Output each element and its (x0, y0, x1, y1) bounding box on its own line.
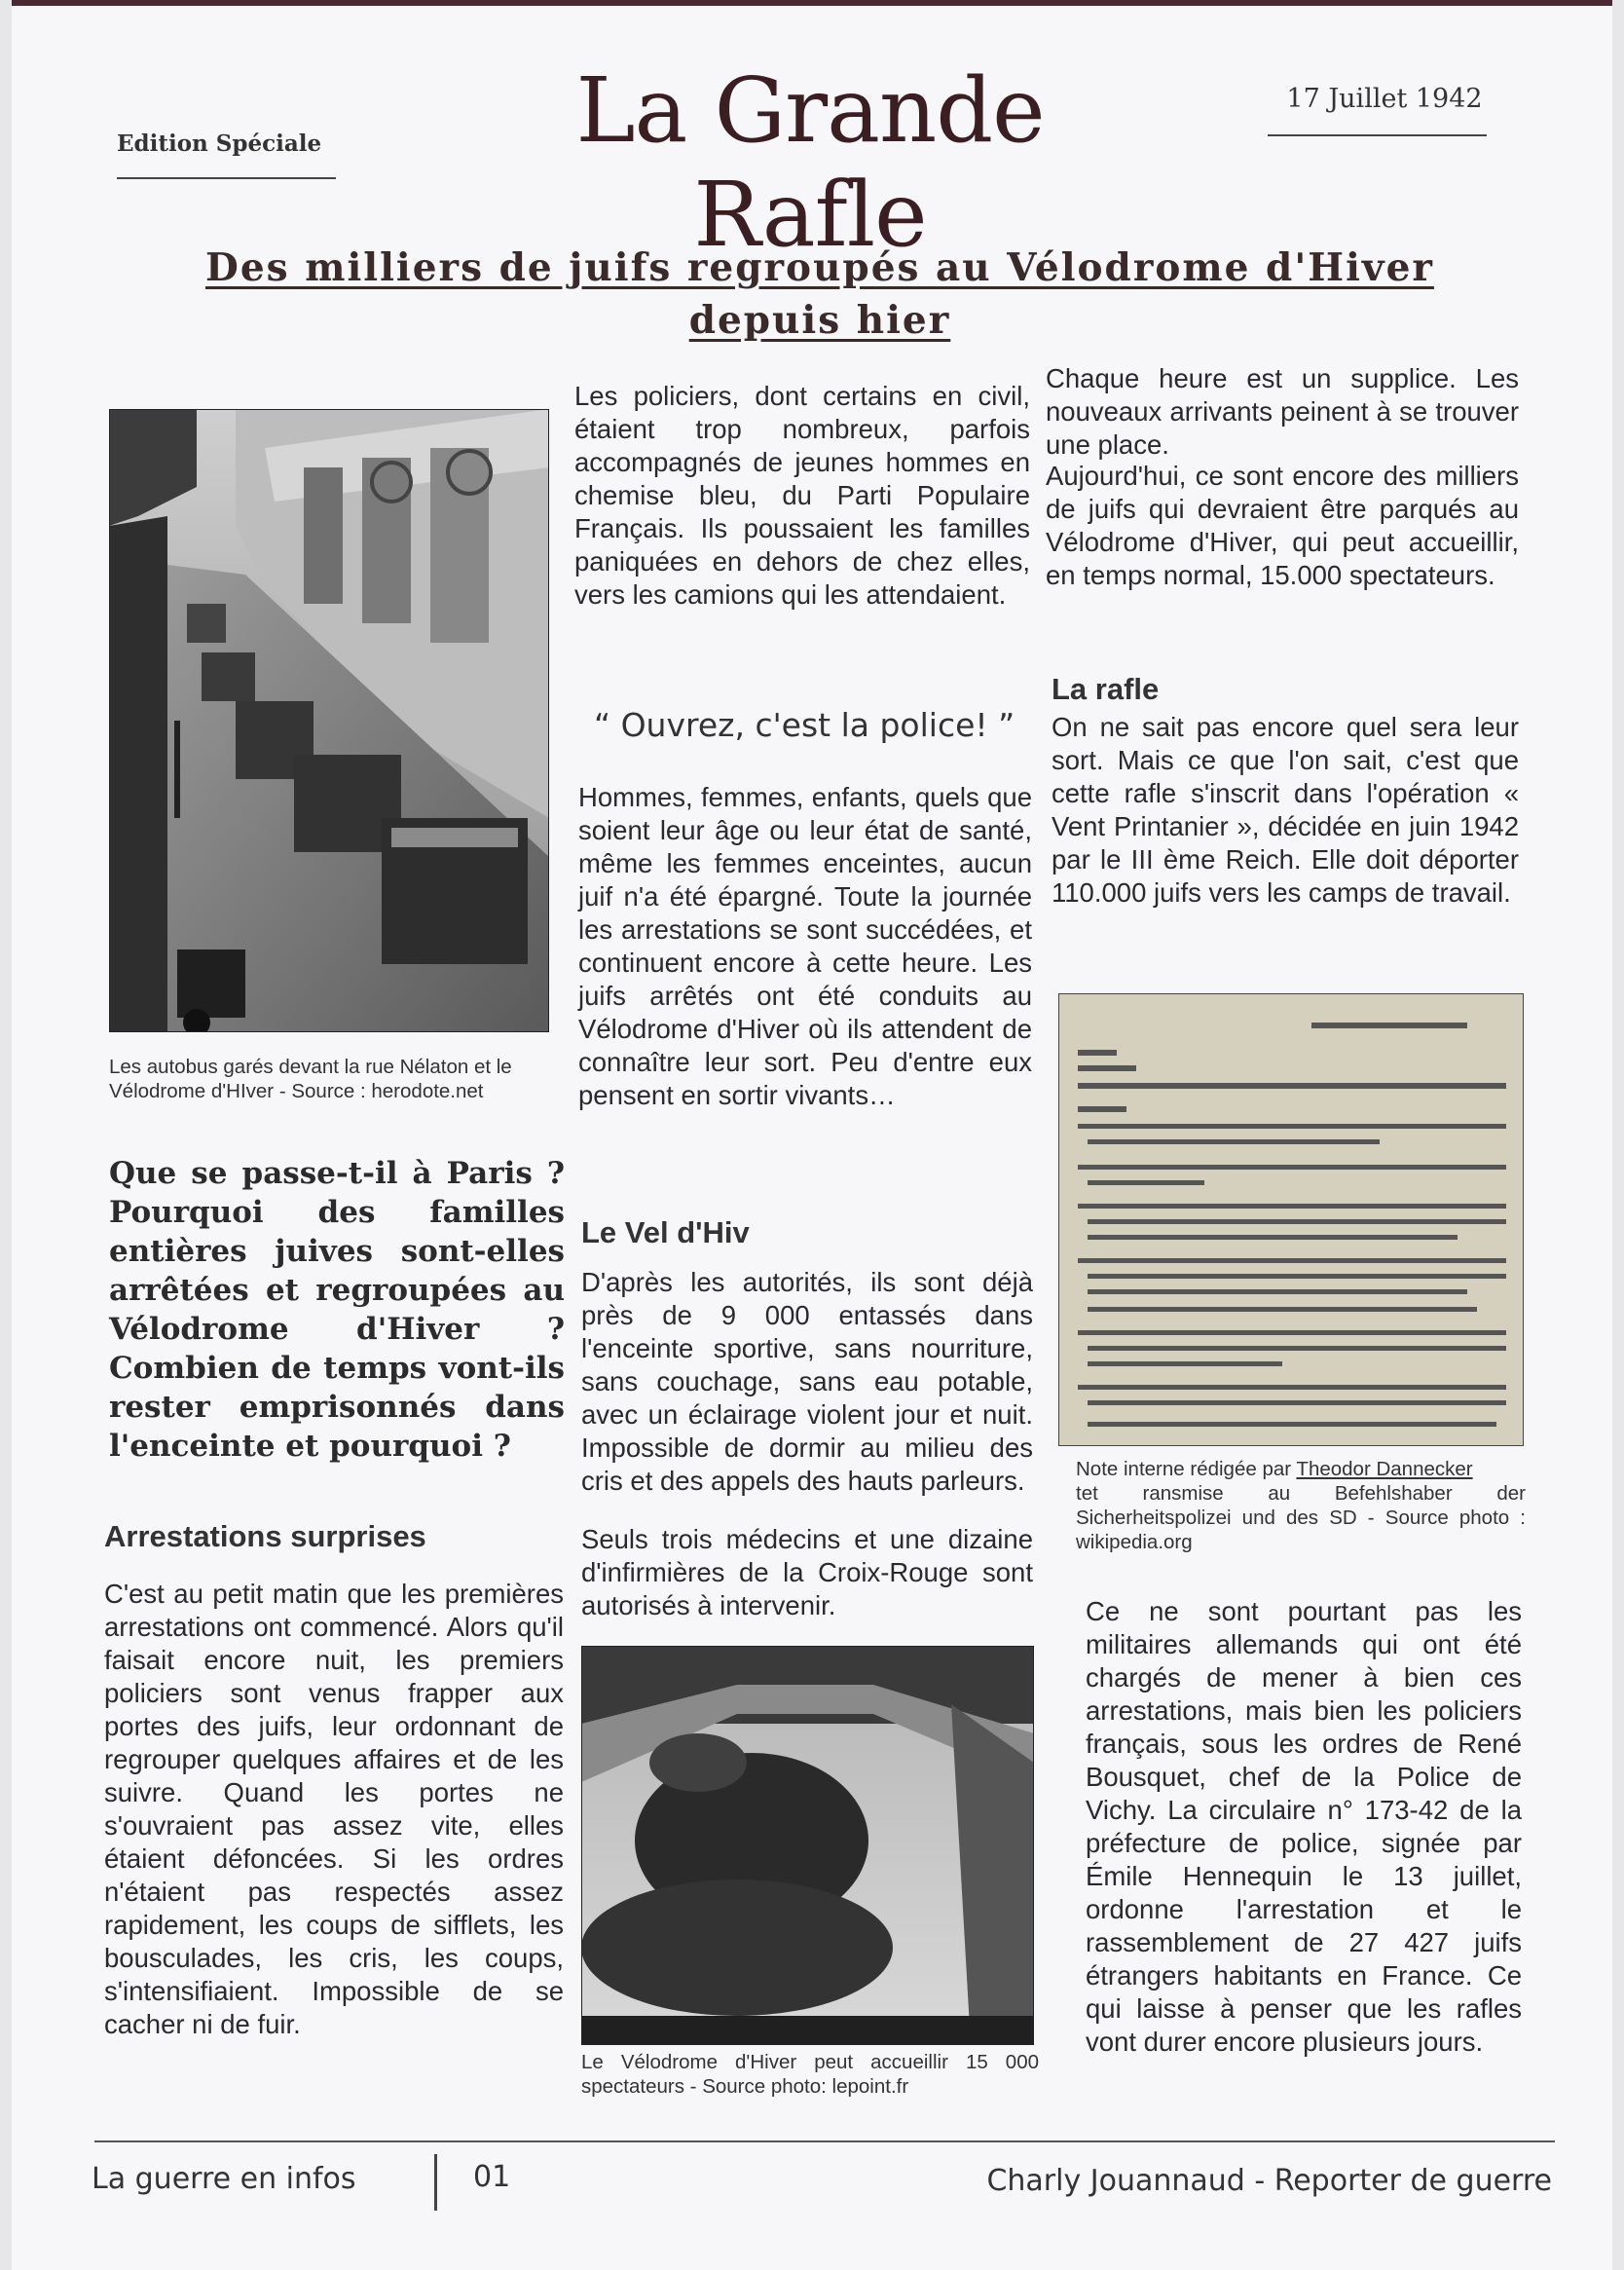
intro-paragraph: Les policiers, dont certains en civil, étaient trop nombreux, parfois accompagnés de jeunes hommes en chemise bleu, du Parti Populaire Français. Ils poussaient les familles paniquées en dehors de chez elles, vers les camions qui les attendaient. (574, 381, 1030, 610)
section-title-rafle: La rafle (1052, 672, 1160, 706)
theodor-dannecker-link[interactable]: Theodor Dannecker (1296, 1458, 1473, 1480)
newspaper-page (12, 0, 1612, 2270)
bus-street-photo (109, 409, 549, 1032)
internal-note-document (1058, 993, 1524, 1446)
victims-paragraph: Hommes, femmes, enfants, quels que soient leur âge ou leur état de santé, même les femmes enceintes, aucun juif n'a été épargné. Toute la journée les arrestations se sont succédées, et continuent encore à cette heure. Les juifs arrêtés ont été conduits au Vélodrome d'Hiver où ils attendent de connaître leur sort. Peu d'entre eux pensent en sortir vivants… (578, 782, 1032, 1110)
lead-question: Que se passe-t-il à Paris ? Pourquoi des familles entières juives sont-elles arrêtées et regroupées au Vélodrome d'Hiver ? Combien de temps vont-ils rester emprisonnés dans l'enceinte et pourquoi ? (109, 1156, 565, 1464)
page-number: 01 (473, 2160, 511, 2194)
footer-rule (94, 2140, 1555, 2142)
footer-separator (434, 2154, 437, 2211)
section-title-arrestations: Arrestations surprises (104, 1519, 426, 1553)
newspaper-title: La Grande Rafle (575, 58, 1045, 267)
edition-rule (117, 177, 336, 179)
note-caption (1076, 1457, 1526, 1554)
column3-intro: Chaque heure est un supplice. Les nouveaux arrivants peinent à se trouver une place. (1046, 363, 1519, 460)
footer-publication: La guerre en infos (92, 2162, 356, 2196)
section-title-velhiv: Le Vel d'Hiv (581, 1215, 750, 1249)
closing-paragraph: Ce ne sont pourtant pas les militaires allemands qui ont été chargés de mener à bien ces arrestations, mais bien les policiers français, sous les ordres de René Bousquet, chef de la Police de Vichy. La circulaire n° 173-42 de la préfecture de police, signée par Émile Hennequin le 13 juillet, ordonne l'arrestation et le rassemblement de 27 427 juifs étrangers habitants en France. Ce qui laisse à penser que les rafles vont durer encore plusieurs jours. (1086, 1596, 1522, 2057)
velodrome-photo-caption: Le Vélodrome d'Hiver peut accueillir 15 000 spectateurs - Source photo: lepoint.fr (581, 2051, 1039, 2098)
section-text-rafle: On ne sait pas encore quel sera leur sort. Mais ce que l'on sait, c'est que cette rafle s'inscrit dans l'opération « Vent Printanier », décidée en juin 1942 par le III ème Reich. Elle doit déporter 110.000 juifs vers les camps de travail. (1052, 712, 1519, 908)
note-caption-prefix: Note interne rédigée par (1076, 1458, 1297, 1480)
edition-label: Edition Spéciale (117, 130, 322, 157)
top-border (12, 0, 1612, 6)
issue-date: 17 Juillet 1942 (1286, 84, 1483, 114)
bus-photo-caption: Les autobus garés devant la rue Nélaton et le Vélodrome d'HIver - Source : herodote.net (109, 1056, 512, 1102)
column3-intro-2: Aujourd'hui, ce sont encore des milliers de juifs qui devraient être parqués au Vélodrome d'Hiver, qui peut accueillir, en temps normal, 15.000 spectateurs. (1046, 461, 1519, 590)
velodrome-photo (581, 1646, 1034, 2045)
police-quote: “ Ouvrez, c'est la police! ” (594, 706, 1015, 744)
section-text-arrestations: C'est au petit matin que les premières arrestations ont commencé. Alors qu'il faisait encore nuit, les premiers policiers sont venus frapper aux portes des juifs, leur ordonnant de regrouper quelques affaires et de les suivre. Quand les portes ne s'ouvraient pas assez vite, elles étaient défoncées. Si les ordres n'étaient pas respectés assez rapidement, les coups de sifflets, les bousculades, les cris, les coups, s'intensifiaient. Impossible de se cacher ni de fuir. (104, 1579, 564, 2039)
medical-paragraph: Seuls trois médecins et une dizaine d'infirmières de la Croix-Rouge sont autorisés à intervenir. (581, 1524, 1033, 1620)
section-text-velhiv: D'après les autorités, ils sont déjà près de 9 000 entassés dans l'enceinte sportive, sans nourriture, sans couchage, sans eau potable, avec un éclairage violent jour et nuit. Impossible de dormir au milieu des cris et des appels des hauts parleurs. (581, 1267, 1033, 1496)
main-headline: Des milliers de juifs regroupés au Vélodrome d'Hiver depuis hier (205, 245, 1434, 343)
note-caption-rest: tet ransmise au Befehlshaber der Sicherheitspolizei und des SD - Source photo : wikipedia.org (1076, 1482, 1526, 1553)
footer-author: Charly Jouannaud - Reporter de guerre (986, 2164, 1552, 2198)
date-rule (1268, 134, 1487, 136)
